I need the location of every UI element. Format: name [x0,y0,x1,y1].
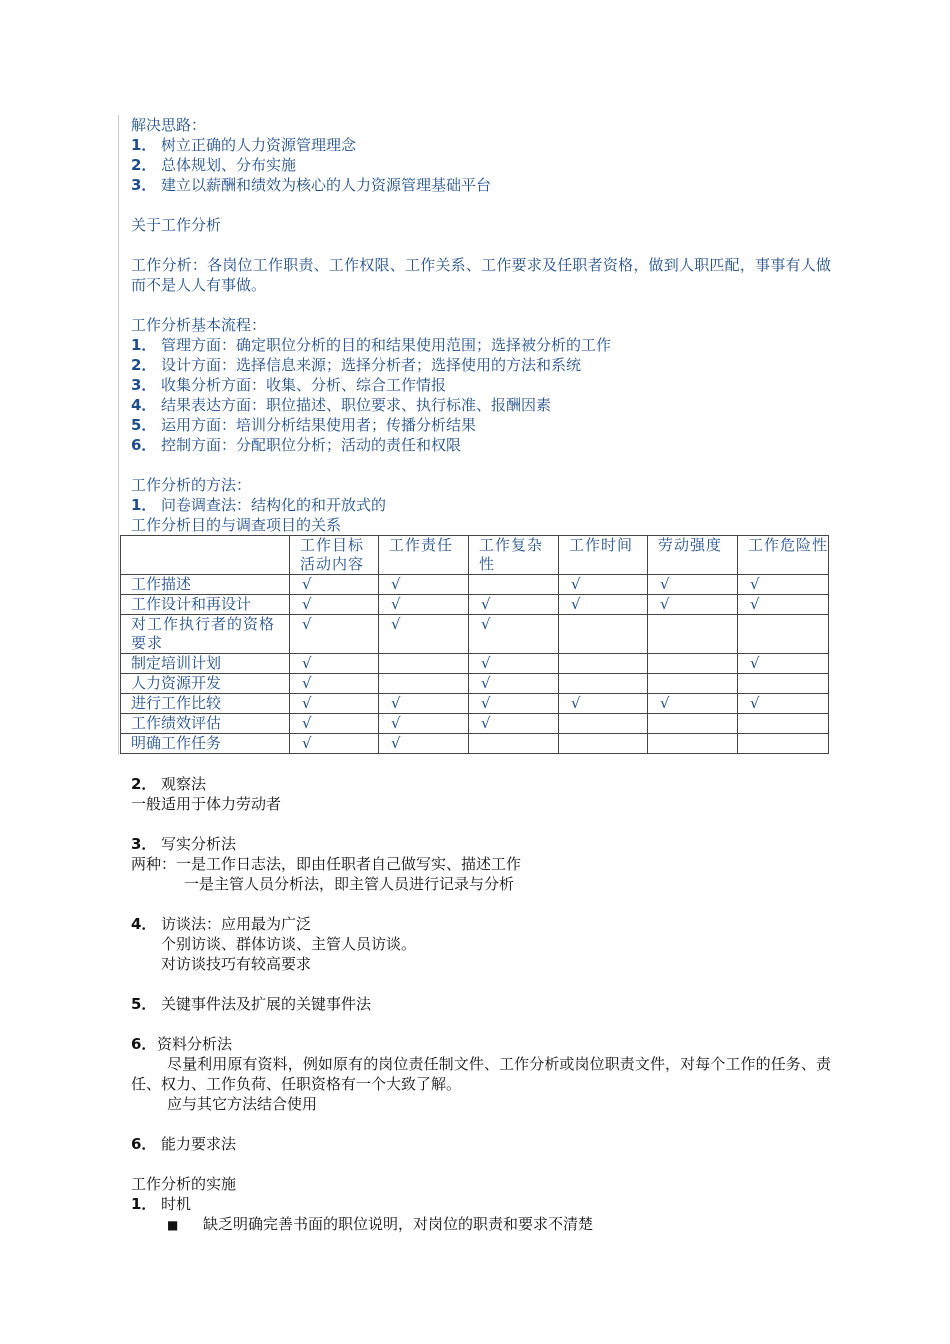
table-row [121,654,829,674]
check-mark-icon [469,734,559,754]
check-mark-icon: √ [648,575,738,595]
table-header-cell: 工作危险性 [738,536,829,575]
solution-section [131,115,831,535]
table-header-cell: 工作复杂性 [469,536,559,575]
check-mark-icon [559,734,648,754]
check-mark-icon [559,674,648,694]
method-questionnaire: 1． 问卷调查法：结构化的和开放式的 [131,496,387,514]
check-mark-icon [738,714,829,734]
flow-item: 6． 控制方面：分配职位分析；活动的责任和权限 [131,436,462,454]
table-row [121,694,829,714]
check-mark-icon [648,714,738,734]
table-row-label: 制定培训计划 [121,654,290,674]
purpose-survey-table [120,535,829,754]
check-mark-icon: √ [738,575,829,595]
check-mark-icon: √ [738,595,829,615]
check-mark-icon: √ [559,595,648,615]
flow-item: 3． 收集分析方面：收集、分析、综合工作情报 [131,376,447,394]
table-row [121,734,829,754]
check-mark-icon: √ [290,734,379,754]
check-mark-icon: √ [648,595,738,615]
method-observation: 2． 观察法 [131,775,207,793]
table-row-label: 工作设计和再设计 [121,595,290,615]
method-record-desc: 一是主管人员分析法，即主管人员进行记录与分析 [184,875,515,893]
solution-item: 1． 树立正确的人力资源管理理念 [131,136,357,154]
solution-title: 解决思路： [131,116,207,134]
check-mark-icon: √ [379,694,469,714]
check-mark-icon: √ [469,694,559,714]
check-mark-icon [738,674,829,694]
definition-paragraph: 工作分析：各岗位工作职责、工作权限、工作关系、工作要求及任职者资格，做到人职匹配，事事有人做而不是人人有事做。 [131,256,831,294]
table-row [121,714,829,734]
check-mark-icon: √ [469,674,559,694]
check-mark-icon: √ [290,674,379,694]
table-row [121,674,829,694]
check-mark-icon: √ [469,714,559,734]
table-row-label: 人力资源开发 [121,674,290,694]
implementation-title: 工作分析的实施 [131,1175,237,1193]
table-row [121,615,829,654]
method-document-desc: 应与其它方法结合使用 [167,1095,318,1113]
check-mark-icon: √ [469,615,559,654]
check-mark-icon: √ [469,595,559,615]
solution-item: 2． 总体规划、分布实施 [131,156,297,174]
check-mark-icon: √ [290,575,379,595]
method-record-desc: 两种：一是工作日志法，即由任职者自己做写实、描述工作 [131,855,522,873]
implementation-bullet: ■ 缺乏明确完善书面的职位说明，对岗位的职责和要求不清楚 [167,1215,594,1233]
check-mark-icon [648,654,738,674]
table-row-label: 工作描述 [121,575,290,595]
check-mark-icon: √ [379,734,469,754]
table-header-row [121,536,829,575]
check-mark-icon [559,615,648,654]
table-header-cell [121,536,290,575]
flow-item: 5． 运用方面：培训分析结果使用者；传播分析结果 [131,416,477,434]
check-mark-icon: √ [379,714,469,734]
check-mark-icon: √ [379,595,469,615]
check-mark-icon: √ [559,694,648,714]
solution-item: 3． 建立以薪酬和绩效为核心的人力资源管理基础平台 [131,176,492,194]
table-header-cell: 工作时间 [559,536,648,575]
check-mark-icon: √ [379,615,469,654]
method-observation-desc: 一般适用于体力劳动者 [131,795,282,813]
method-interview: 4． 访谈法：应用最为广泛 [131,915,312,933]
revision-bar [118,115,119,755]
check-mark-icon: √ [290,615,379,654]
method-document-desc: 尽量利用原有资料，例如原有的岗位责任制文件、工作分析或岗位职责文件，对每个工作的任务、责任、权力、工作负荷、任职资格有一个大致了解。 [131,1055,831,1093]
check-mark-icon [559,654,648,674]
table-row [121,595,829,615]
method-document: 6．资料分析法 [131,1035,233,1053]
table-row-label: 对工作执行者的资格要求 [121,615,290,654]
check-mark-icon: √ [290,694,379,714]
square-bullet-icon: ■ [167,1218,179,1232]
method-critical-incident: 5． 关键事件法及扩展的关键事件法 [131,995,372,1013]
methods-continued [131,774,831,1234]
table-title: 工作分析目的与调查项目的关系 [131,516,342,534]
check-mark-icon: √ [738,694,829,714]
check-mark-icon [379,654,469,674]
about-title: 关于工作分析 [131,216,222,234]
document-body [131,115,831,1234]
check-mark-icon [648,734,738,754]
method-record: 3． 写实分析法 [131,835,237,853]
check-mark-icon: √ [648,694,738,714]
check-mark-icon: √ [290,714,379,734]
check-mark-icon [738,615,829,654]
check-mark-icon: √ [379,575,469,595]
table-row-label: 工作绩效评估 [121,714,290,734]
table-row-label: 明确工作任务 [121,734,290,754]
flow-item: 4． 结果表达方面：职位描述、职位要求、执行标准、报酬因素 [131,396,552,414]
check-mark-icon [648,674,738,694]
method-ability: 6． 能力要求法 [131,1135,237,1153]
check-mark-icon [469,575,559,595]
table-header-cell: 劳动强度 [648,536,738,575]
check-mark-icon: √ [559,575,648,595]
table-row-label: 进行工作比较 [121,694,290,714]
flow-title: 工作分析基本流程： [131,316,267,334]
flow-item: 2． 设计方面：选择信息来源；选择分析者；选择使用的方法和系统 [131,356,582,374]
flow-item: 1． 管理方面：确定职位分析的目的和结果使用范围；选择被分析的工作 [131,336,612,354]
check-mark-icon: √ [738,654,829,674]
check-mark-icon [648,615,738,654]
table-header-cell: 工作目标活动内容 [290,536,379,575]
check-mark-icon [559,714,648,734]
method-interview-desc: 对访谈技巧有较高要求 [161,955,312,973]
check-mark-icon: √ [469,654,559,674]
methods-title: 工作分析的方法： [131,476,252,494]
implementation-timing: 1． 时机 [131,1195,192,1213]
check-mark-icon: √ [290,595,379,615]
table-header-cell: 工作责任 [379,536,469,575]
check-mark-icon [738,734,829,754]
method-interview-desc: 个别访谈、群体访谈、主管人员访谈。 [161,935,417,953]
check-mark-icon [379,674,469,694]
check-mark-icon: √ [290,654,379,674]
table-row [121,575,829,595]
